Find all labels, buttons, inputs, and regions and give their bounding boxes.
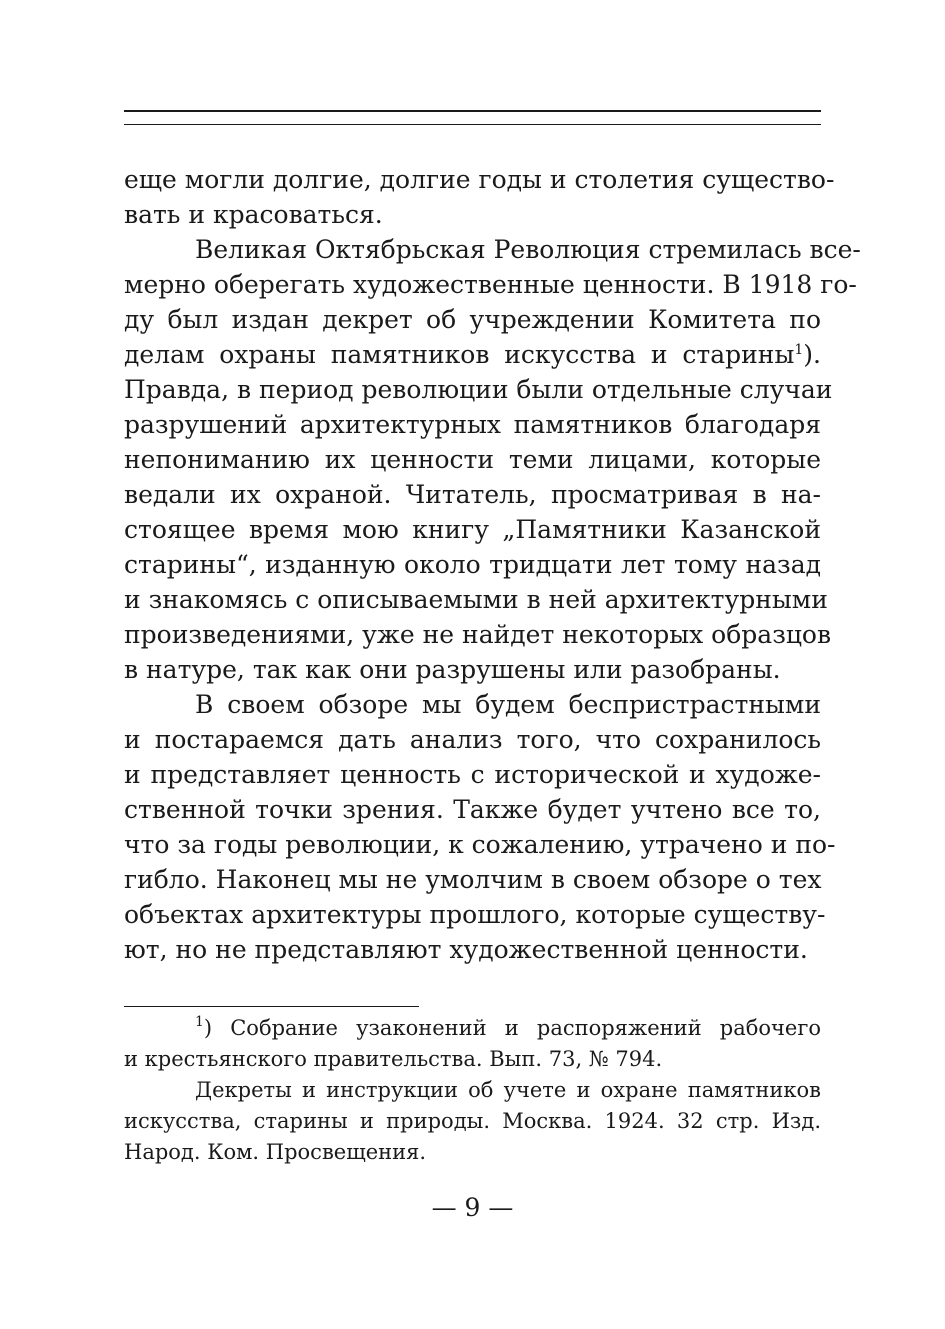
text-line: объектах архитектуры прошлого, которые существу- [124, 900, 826, 929]
text-line: и постараемся дать анализ того, что сохранилось [124, 725, 821, 754]
footnotes [124, 1013, 821, 1168]
text-line: ду был издан декрет об учреждении Комитета по [124, 305, 821, 334]
footnote-2-line: Декреты и инструкции об учете и охране памятников [195, 1078, 821, 1102]
header-rule-thick [124, 110, 821, 112]
footnote-reference[interactable]: 1 [794, 342, 804, 358]
text-line: непониманию их ценности теми лицами, которые [124, 445, 821, 474]
text-line: и представляет ценность с исторической и художе- [124, 760, 821, 789]
text-line: ственной точки зрения. Также будет учтено все то, [124, 795, 821, 824]
text-line: разрушений архитектурных памятников благодаря [124, 410, 821, 439]
text-line: произведениями, уже не найдет некоторых образцов [124, 620, 832, 649]
page-number: — 9 — [431, 1193, 514, 1222]
footnote-1-line [124, 1013, 821, 1044]
text-line: в натуре, так как они разрушены или разобраны. [124, 655, 781, 684]
paragraph-2 [124, 232, 861, 687]
footnote-2-line: искусства, старины и природы. Москва. 1924. 32 стр. Изд. [124, 1109, 821, 1133]
text-line: мерно оберегать художественные ценности. В 1918 го- [124, 270, 857, 299]
footnote-1-line: и крестьянского правительства. Вып. 73, № 794. [124, 1047, 663, 1071]
text-line: ют, но не представляют художественной ценности. [124, 935, 808, 964]
header-rule-thin [124, 124, 821, 125]
text-line: что за годы революции, к сожалению, утрачено и по- [124, 830, 836, 859]
text-line: гибло. Наконец мы не умолчим в своем обзоре о тех [124, 865, 822, 894]
paragraph-3 [124, 687, 836, 967]
text-line: старины“, изданную около тридцати лет тому назад [124, 550, 821, 579]
text-line: ведали их охраной. Читатель, просматривая в на- [124, 480, 821, 509]
footnote-mark: 1 [195, 1014, 204, 1030]
text-line: Правда, в период революции были отдельные случаи [124, 375, 833, 404]
text-line-with-footnote [124, 337, 821, 372]
footnote-separator [124, 1006, 419, 1007]
text-line: и знакомясь с описываемыми в ней архитектурными [124, 585, 828, 614]
footnote-2-line: Народ. Ком. Просвещения. [124, 1140, 427, 1164]
text-line: Великая Октябрьская Революция стремилась все- [195, 235, 861, 264]
footnote-tail: ). [803, 340, 821, 369]
text-line: еще могли долгие, долгие годы и столетия существо- [124, 165, 835, 194]
text-line: делам охраны памятников искусства и старины [124, 340, 795, 369]
text-line: вать и красоваться. [124, 200, 383, 229]
main-text [124, 162, 861, 967]
footnote-text: ) Собрание узаконений и распоряжений рабочего [203, 1016, 821, 1040]
paragraph-1 [124, 162, 835, 232]
text-line: стоящее время мою книгу „Памятники Казанской [124, 515, 821, 544]
text-line: В своем обзоре мы будем беспристрастными [195, 690, 821, 719]
